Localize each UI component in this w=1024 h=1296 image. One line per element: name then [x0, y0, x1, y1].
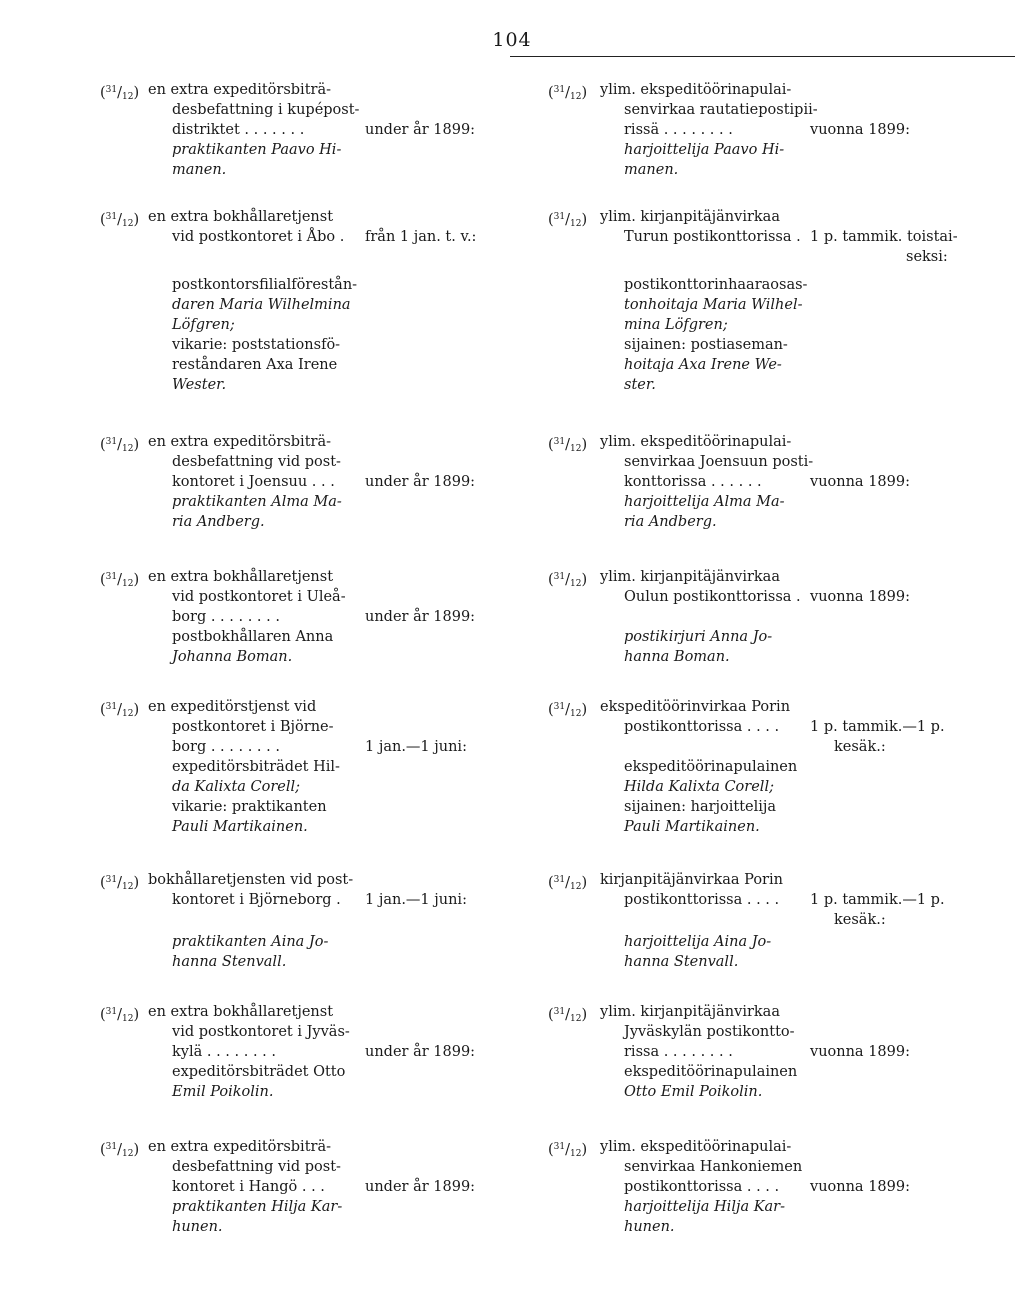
- entry-key: $(^{31}/_{12})$: [100, 212, 140, 229]
- entry-date-continued: seksi:: [906, 249, 948, 265]
- entry-key: $(^{31}/_{12})$: [548, 572, 588, 589]
- entry-line: Pauli Martikainen.: [624, 819, 760, 835]
- entry-key: $(^{31}/_{12})$: [548, 212, 588, 229]
- entry-line: Löfgren;: [172, 317, 235, 333]
- entry-date: vuonna 1899:: [810, 589, 910, 605]
- entry-line: praktikanten Hilja Kar-: [172, 1199, 343, 1215]
- entry-line: postkontoret i Björne-: [172, 719, 334, 735]
- entry-line: ylim. kirjanpitäjänvirkaa: [600, 569, 780, 585]
- entry-key: $(^{31}/_{12})$: [548, 1007, 588, 1024]
- entry-line: praktikanten Paavo Hi-: [172, 142, 342, 158]
- entry-line: vikarie: poststationsfö-: [172, 337, 341, 353]
- entry-line: ylim. ekspeditöörinapulai-: [600, 434, 792, 450]
- entry-line: manen.: [624, 162, 679, 178]
- entry-line: da Kalixta Corell;: [172, 779, 301, 795]
- entry-key: $(^{31}/_{12})$: [100, 572, 140, 589]
- entry-line: Turun postikonttorissa .: [624, 229, 801, 245]
- entry-line: hunen.: [624, 1219, 675, 1235]
- entry-date: vuonna 1899:: [810, 1179, 910, 1195]
- entry-line: praktikanten Aina Jo-: [172, 934, 329, 950]
- entry-line: en expeditörstjenst vid: [148, 699, 317, 715]
- page-number: 104: [492, 29, 532, 51]
- entry-date: 1 jan.—1 juni:: [365, 739, 467, 755]
- entry-key: $(^{31}/_{12})$: [548, 702, 588, 719]
- entry-date: under år 1899:: [365, 122, 476, 138]
- header-rule: [510, 56, 1015, 57]
- entry-line: kirjanpitäjänvirkaa Porin: [600, 872, 783, 888]
- entry-line: distriktet . . . . . . .: [172, 122, 305, 138]
- entry-date: vuonna 1899:: [810, 1044, 910, 1060]
- entry-key: $(^{31}/_{12})$: [100, 875, 140, 892]
- entry-line: rissä . . . . . . . .: [624, 122, 733, 138]
- entry-date: vuonna 1899:: [810, 122, 910, 138]
- entry-line: konttorissa . . . . . .: [624, 474, 762, 490]
- entry-line: harjoittelija Aina Jo-: [624, 934, 772, 950]
- entry-line: ekspeditöörinapulainen: [624, 1064, 798, 1080]
- entry-date: 1 jan.—1 juni:: [365, 892, 467, 908]
- entry-line: borg . . . . . . . .: [172, 609, 280, 625]
- entry-line: kylä . . . . . . . .: [172, 1044, 277, 1060]
- entry-line: vid postkontoret i Åbo .: [172, 229, 345, 245]
- entry-line: hunen.: [172, 1219, 223, 1235]
- entry-line: senvirkaa Joensuun posti-: [624, 454, 814, 470]
- entry-line: ekspeditöörinapulainen: [624, 759, 798, 775]
- entry-line: sijainen: harjoittelija: [624, 799, 777, 815]
- entry-line: vikarie: praktikanten: [172, 799, 327, 815]
- entry-line: ylim. kirjanpitäjänvirkaa: [600, 1004, 780, 1020]
- entry-date: från 1 jan. t. v.:: [365, 229, 477, 245]
- entry-line: desbefattning i kupépost-: [172, 102, 360, 118]
- entry-line: en extra expeditörsbiträ-: [148, 82, 331, 98]
- entry-line: postbokhållaren Anna: [172, 629, 334, 645]
- entry-line: harjoittelija Hilja Kar-: [624, 1199, 786, 1215]
- entry-line: senvirkaa Hankoniemen: [624, 1159, 803, 1175]
- entry-date: 1 p. tammik. toistai-: [810, 229, 958, 245]
- entry-date: under år 1899:: [365, 474, 476, 490]
- entry-line: en extra bokhållaretjenst: [148, 1004, 334, 1020]
- entry-line: ria Andberg.: [172, 514, 265, 530]
- entry-date: under år 1899:: [365, 1044, 476, 1060]
- entry-line: expeditörsbiträdet Otto: [172, 1064, 346, 1080]
- entry-date-continued: kesäk.:: [834, 739, 886, 755]
- entry-line: postikonttorissa . . . .: [624, 1179, 780, 1195]
- entry-line: Otto Emil Poikolin.: [624, 1084, 763, 1100]
- entry-date-continued: kesäk.:: [834, 912, 886, 928]
- entry-line: Pauli Martikainen.: [172, 819, 308, 835]
- entry-line: Hilda Kalixta Corell;: [624, 779, 774, 795]
- entry-line: senvirkaa rautatiepostipii-: [624, 102, 818, 118]
- entry-date: vuonna 1899:: [810, 474, 910, 490]
- entry-line: ekspeditöörinvirkaa Porin: [600, 699, 791, 715]
- entry-line: postikonttorissa . . . .: [624, 892, 780, 908]
- entry-line: Johanna Boman.: [172, 649, 293, 665]
- entry-line: postkontorsfilialförestån-: [172, 277, 358, 293]
- entry-key: $(^{31}/_{12})$: [100, 437, 140, 454]
- entry-date: under år 1899:: [365, 609, 476, 625]
- entry-line: kontoret i Björneborg .: [172, 892, 341, 908]
- entry-key: $(^{31}/_{12})$: [100, 702, 140, 719]
- entry-line: Oulun postikonttorissa .: [624, 589, 801, 605]
- entry-line: borg . . . . . . . .: [172, 739, 280, 755]
- entry-line: postikonttorinhaaraosas-: [624, 277, 808, 293]
- entry-date: 1 p. tammik.—1 p.: [810, 892, 945, 908]
- entry-key: $(^{31}/_{12})$: [548, 875, 588, 892]
- entry-line: kontoret i Joensuu . . .: [172, 474, 335, 490]
- entry-line: ylim. kirjanpitäjänvirkaa: [600, 209, 780, 225]
- entry-line: expeditörsbiträdet Hil-: [172, 759, 340, 775]
- entry-line: rissa . . . . . . . .: [624, 1044, 733, 1060]
- entry-line: ylim. ekspeditöörinapulai-: [600, 82, 792, 98]
- entry-key: $(^{31}/_{12})$: [548, 1142, 588, 1159]
- entry-line: hanna Boman.: [624, 649, 730, 665]
- entry-line: desbefattning vid post-: [172, 1159, 341, 1175]
- entry-line: ria Andberg.: [624, 514, 717, 530]
- entry-line: en extra expeditörsbiträ-: [148, 1139, 331, 1155]
- entry-line: vid postkontoret i Uleå-: [172, 589, 346, 605]
- entry-line: Emil Poikolin.: [172, 1084, 274, 1100]
- entry-line: en extra bokhållaretjenst: [148, 569, 334, 585]
- entry-line: bokhållaretjensten vid post-: [148, 872, 354, 888]
- entry-line: ster.: [624, 377, 656, 393]
- entry-line: postikonttorissa . . . .: [624, 719, 780, 735]
- entry-line: sijainen: postiaseman-: [624, 337, 788, 353]
- entry-line: reståndaren Axa Irene: [172, 357, 338, 373]
- entry-line: kontoret i Hangö . . .: [172, 1179, 325, 1195]
- entry-date: under år 1899:: [365, 1179, 476, 1195]
- entry-date: 1 p. tammik.—1 p.: [810, 719, 945, 735]
- entry-line: tonhoitaja Maria Wilhel-: [624, 297, 803, 313]
- entry-line: Wester.: [172, 377, 227, 393]
- entry-line: Jyväskylän postikontto-: [624, 1024, 795, 1040]
- entry-line: manen.: [172, 162, 227, 178]
- entry-key: $(^{31}/_{12})$: [548, 85, 588, 102]
- entry-line: harjoittelija Alma Ma-: [624, 494, 785, 510]
- entry-key: $(^{31}/_{12})$: [100, 1142, 140, 1159]
- entry-key: $(^{31}/_{12})$: [100, 85, 140, 102]
- entry-key: $(^{31}/_{12})$: [548, 437, 588, 454]
- entry-line: praktikanten Alma Ma-: [172, 494, 342, 510]
- entry-line: vid postkontoret i Jyväs-: [172, 1024, 350, 1040]
- entry-line: ylim. ekspeditöörinapulai-: [600, 1139, 792, 1155]
- entry-key: $(^{31}/_{12})$: [100, 1007, 140, 1024]
- entry-line: hanna Stenvall.: [624, 954, 739, 970]
- entry-line: harjoittelija Paavo Hi-: [624, 142, 785, 158]
- entry-line: mina Löfgren;: [624, 317, 728, 333]
- entry-line: en extra bokhållaretjenst: [148, 209, 334, 225]
- entry-line: desbefattning vid post-: [172, 454, 341, 470]
- entry-line: daren Maria Wilhelmina: [172, 297, 351, 313]
- entry-line: hoitaja Axa Irene We-: [624, 357, 782, 373]
- entry-line: hanna Stenvall.: [172, 954, 287, 970]
- entry-line: en extra expeditörsbiträ-: [148, 434, 331, 450]
- entry-line: postikirjuri Anna Jo-: [624, 629, 773, 645]
